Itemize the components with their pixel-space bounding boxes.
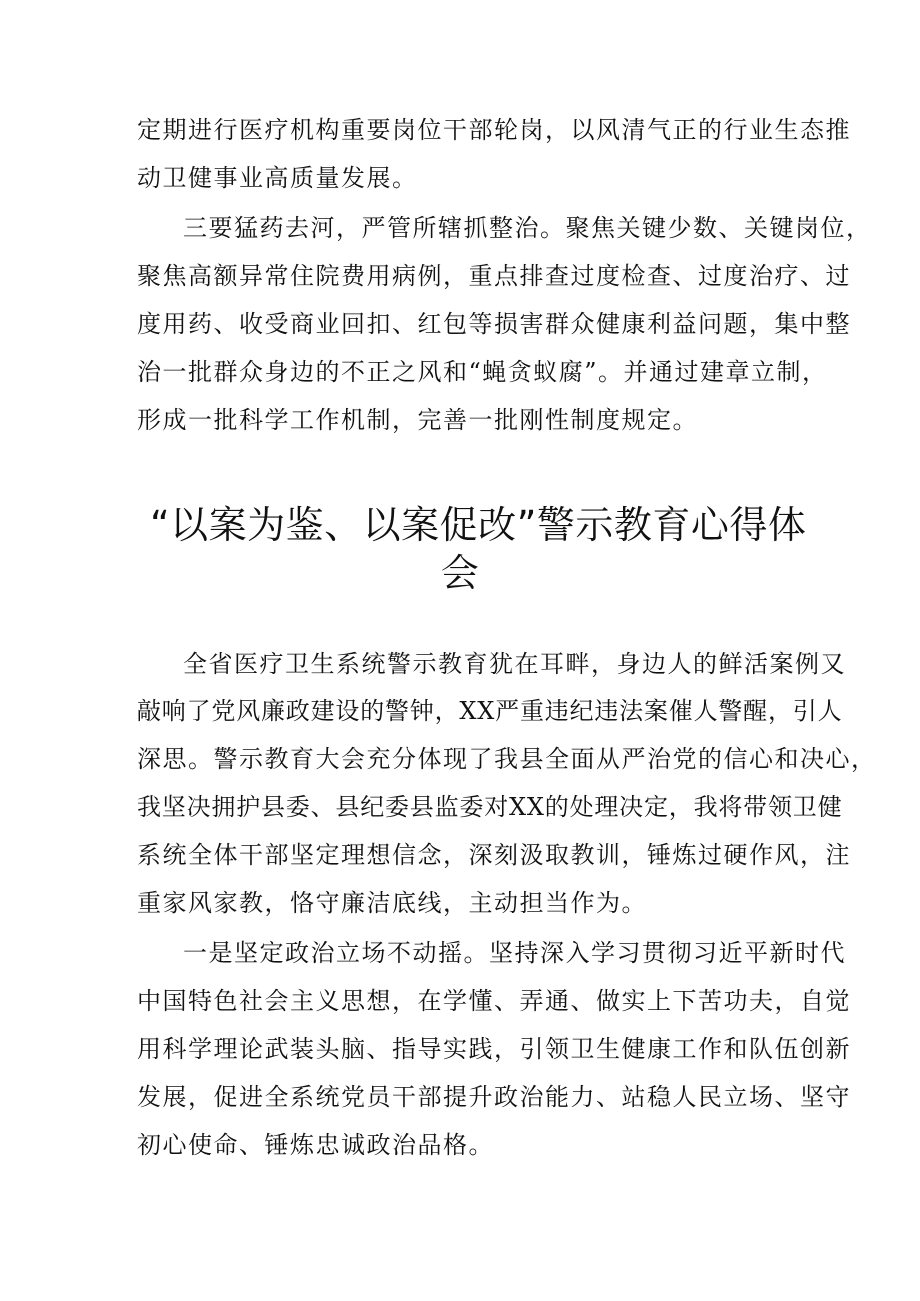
paragraph-line: 一是坚定政治立场不动摇。坚持深入学习贯彻习近平新时代 bbox=[183, 939, 846, 967]
paragraph-line: 敲响了党风廉政建设的警钟，XX严重违纪违法案催人警醒，引人 bbox=[137, 697, 843, 725]
article-title-line: “以案为鉴、以案促改”警示教育心得体 bbox=[150, 503, 807, 547]
paragraph-line: 发展，促进全系统党员干部提升政治能力、站稳人民立场、坚守 bbox=[137, 1083, 851, 1111]
paragraph-line: 度用药、收受商业回扣、红包等损害群众健康利益问题，集中整 bbox=[137, 310, 851, 338]
article-title-line: 会 bbox=[440, 551, 480, 595]
paragraph-line: 形成一批科学工作机制，完善一批刚性制度规定。 bbox=[137, 406, 698, 434]
paragraph-line: 全省医疗卫生系统警示教育犹在耳畔，身边人的鲜活案例又 bbox=[183, 650, 846, 678]
paragraph-line: 中国特色社会主义思想，在学懂、弄通、做实上下苦功夫，自觉 bbox=[137, 987, 851, 1015]
paragraph-line: 动卫健事业高质量发展。 bbox=[137, 164, 418, 192]
paragraph-line: 深思。警示教育大会充分体现了我县全面从严治党的信心和决心， bbox=[137, 745, 877, 773]
paragraph-line: 聚焦高额异常住院费用病例，重点排查过度检查、过度治疗、过 bbox=[137, 262, 851, 290]
paragraph-line: 初心使命、锤炼忠诚政治品格。 bbox=[137, 1131, 494, 1159]
paragraph-line: 重家风家教，恪守廉洁底线，主动担当作为。 bbox=[137, 889, 647, 917]
paragraph-line: 定期进行医疗机构重要岗位干部轮岗，以风清气正的行业生态推 bbox=[137, 116, 851, 144]
paragraph-line: 治一批群众身边的不正之风和“蝇贪蚁腐”。并通过建章立制， bbox=[137, 358, 828, 386]
paragraph-line: 用科学理论武装头脑、指导实践，引领卫生健康工作和队伍创新 bbox=[137, 1035, 851, 1063]
paragraph-line: 我坚决拥护县委、县纪委县监委对XX的处理决定，我将带领卫健 bbox=[137, 793, 843, 821]
paragraph-line: 系统全体干部坚定理想信念，深刻汲取教训，锤炼过硬作风，注 bbox=[137, 841, 851, 869]
paragraph-line: 三要猛药去河，严管所辖抓整治。聚焦关键少数、关键岗位， bbox=[183, 214, 872, 242]
